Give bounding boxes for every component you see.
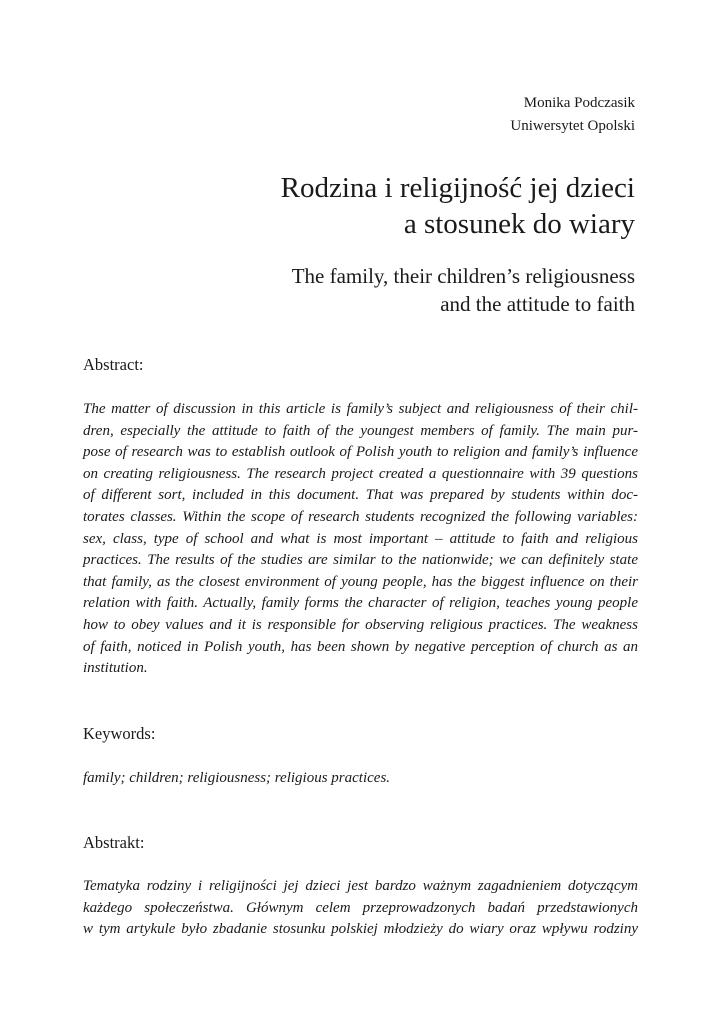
abstract-line: of different sort, included in this document. That was prepared by students within doc- — [83, 487, 638, 504]
article-subtitle — [292, 262, 635, 318]
abstrakt-body — [83, 876, 638, 941]
title-line-1: Rodzina i religijność jej dzieci — [280, 172, 635, 204]
title-line-2: a stosunek do wiary — [403, 208, 635, 240]
author-affiliation: Uniwersytet Opolski — [510, 118, 635, 134]
abstrakt-line: każdego społeczeństwa. Głównym celem przeprowadzonych badań przedstawionych — [83, 899, 638, 916]
subtitle-line-1: The family, their children’s religiousness — [291, 264, 635, 288]
author-name: Monika Podczasik — [523, 95, 635, 111]
abstrakt-heading: Abstrakt: — [83, 833, 145, 852]
abstract-line: pose of research was to establish outlook of Polish youth to religion and family’s influence — [83, 444, 638, 461]
abstract-line: how to obey values and it is responsible for observing religious practices. The weakness — [83, 616, 638, 633]
abstract-line: practices. The results of the studies are similar to the nationwide; we can definitely state — [83, 552, 638, 569]
abstract-line: of faith, noticed in Polish youth, has been shown by negative perception of church as an — [83, 638, 638, 655]
keywords-text: family; children; religiousness; religious practices. — [83, 770, 391, 786]
abstract-line: that family, as the closest environment of young people, has the biggest influence on their — [83, 573, 638, 590]
subtitle-line-2: and the attitude to faith — [440, 292, 635, 316]
article-title — [281, 170, 635, 242]
author-block — [510, 92, 635, 138]
abstrakt-line: Tematyka rodziny i religijności jej dzieci jest bardzo ważnym zagadnieniem dotyczącym — [83, 878, 638, 894]
abstract-line: on creating religiousness. The research project created a questionnaire with 39 questions — [83, 465, 638, 482]
abstract-line: dren, especially the attitude to faith of the youngest members of family. The main pur- — [83, 422, 638, 439]
abstract-line: torates classes. Within the scope of research students recognized the following variables: — [83, 508, 638, 525]
abstract-heading: Abstract: — [83, 355, 144, 374]
abstract-line: sex, class, type of school and what is most important – attitude to faith and religious — [83, 530, 638, 547]
abstrakt-line: w tym artykule było zbadanie stosunku polskiej młodzieży do wiary oraz wpływu rodziny — [83, 921, 638, 938]
keywords-heading: Keywords: — [83, 724, 156, 743]
abstract-line: The matter of discussion in this article is family’s subject and religiousness of their chil- — [83, 401, 638, 417]
keywords-body — [83, 768, 638, 790]
abstract-line: institution. — [83, 660, 148, 677]
abstract-body — [83, 399, 638, 680]
abstract-line: relation with faith. Actually, family forms the character of religion, teaches young people — [83, 595, 638, 612]
